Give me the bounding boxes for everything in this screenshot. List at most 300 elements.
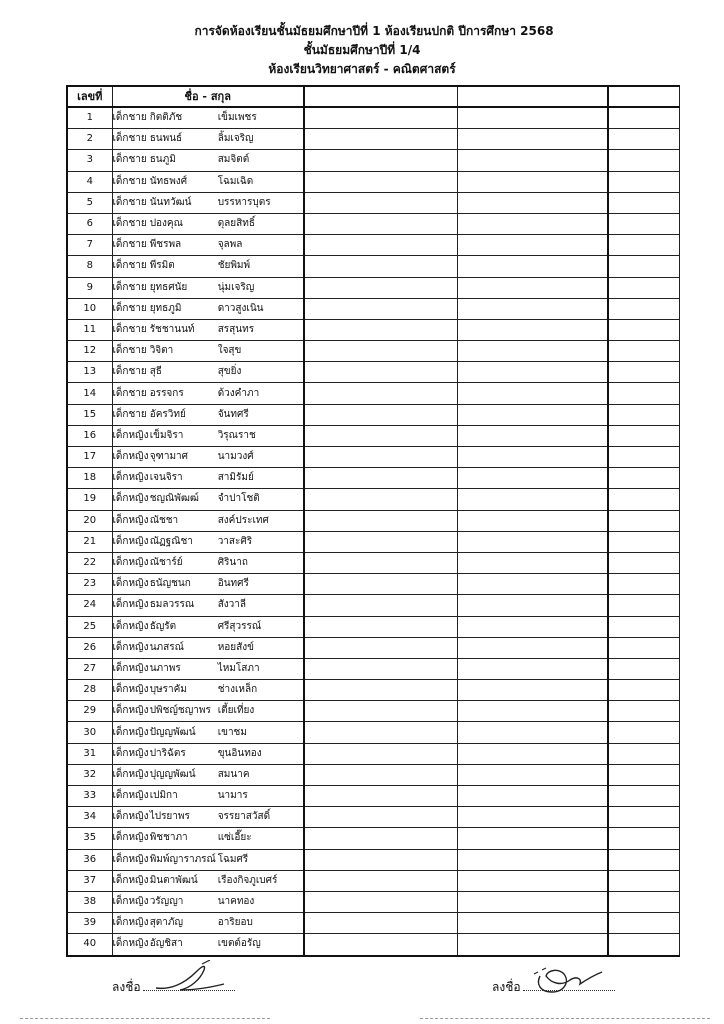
right-handwritten-signature — [530, 962, 610, 998]
blank-cell — [608, 150, 679, 171]
student-number: 18 — [67, 468, 112, 489]
blank-cell — [457, 341, 608, 362]
blank-cell — [608, 277, 679, 298]
student-first-name: อรรจกร — [149, 387, 184, 399]
blank-cell — [304, 828, 457, 849]
student-first-name: เปมิกา — [149, 790, 178, 802]
student-first-name: ชญณิพัฒฒ์ — [149, 493, 199, 505]
student-number: 20 — [67, 510, 112, 531]
blank-cell — [608, 722, 679, 743]
blank-cell — [608, 891, 679, 912]
blank-cell — [608, 510, 679, 531]
blank-cell — [304, 404, 457, 425]
student-last-name: โฉมเฉิด — [217, 175, 254, 187]
student-prefix: เด็กชาย — [112, 366, 147, 378]
student-number: 3 — [67, 150, 112, 171]
blank-cell — [304, 574, 457, 595]
student-prefix: เด็กหญิง — [112, 620, 149, 632]
student-number: 40 — [67, 934, 112, 956]
student-last-name: ช่างเหล็ก — [217, 684, 258, 696]
student-number: 32 — [67, 764, 112, 785]
student-last-name: สมจิตต์ — [217, 154, 250, 166]
blank-cell — [608, 658, 679, 679]
blank-cell — [608, 680, 679, 701]
blank-cell — [304, 616, 457, 637]
student-number: 34 — [67, 807, 112, 828]
student-prefix: เด็กชาย — [112, 408, 147, 420]
student-prefix: เด็กหญิง — [112, 472, 149, 484]
table-row — [67, 192, 679, 213]
student-name — [112, 722, 304, 743]
student-last-name: วิรุณราช — [217, 429, 256, 441]
blank-cell — [608, 807, 679, 828]
blank-cell — [608, 913, 679, 934]
blank-cell — [304, 256, 457, 277]
column-header-blank — [457, 86, 608, 107]
table-row — [67, 616, 679, 637]
blank-cell — [304, 171, 457, 192]
blank-cell — [457, 404, 608, 425]
student-first-name: วิจิตา — [149, 345, 174, 357]
student-first-name: อัครวิทย์ — [149, 408, 186, 420]
student-number: 39 — [67, 913, 112, 934]
student-name — [112, 764, 304, 785]
blank-cell — [608, 637, 679, 658]
student-name — [112, 319, 304, 340]
blank-cell — [304, 764, 457, 785]
table-row — [67, 849, 679, 870]
table-row — [67, 256, 679, 277]
student-name — [112, 341, 304, 362]
table-row — [67, 150, 679, 171]
student-last-name: ลิ้มเจริญ — [217, 133, 254, 145]
student-number: 13 — [67, 362, 112, 383]
table-row — [67, 129, 679, 150]
student-prefix: เด็กหญิง — [112, 557, 149, 569]
student-prefix: เด็กหญิง — [112, 578, 149, 590]
student-name — [112, 531, 304, 552]
student-last-name: ดุลยสิทธิ์ — [217, 218, 255, 230]
table-header-row — [67, 86, 679, 107]
student-prefix: เด็กชาย — [112, 387, 147, 399]
student-last-name: เตี้ยเที่ยง — [217, 705, 255, 717]
blank-cell — [457, 510, 608, 531]
student-name — [112, 447, 304, 468]
student-first-name: มินตาพัฒน์ — [149, 874, 198, 886]
student-prefix: เด็กหญิง — [112, 514, 149, 526]
blank-cell — [457, 107, 608, 129]
student-first-name: วรัญญา — [149, 896, 184, 908]
student-first-name: อัญชิสา — [149, 938, 183, 950]
student-name — [112, 298, 304, 319]
blank-cell — [608, 192, 679, 213]
student-last-name: เขาชม — [217, 726, 247, 738]
blank-cell — [457, 447, 608, 468]
student-prefix: เด็กชาย — [112, 239, 147, 251]
blank-cell — [457, 277, 608, 298]
student-prefix: เด็กหญิง — [112, 811, 149, 823]
student-last-name: ใจสุข — [217, 345, 242, 357]
student-number: 29 — [67, 701, 112, 722]
student-number: 9 — [67, 277, 112, 298]
student-name — [112, 171, 304, 192]
blank-cell — [457, 129, 608, 150]
blank-cell — [304, 934, 457, 956]
blank-cell — [608, 552, 679, 573]
student-name — [112, 743, 304, 764]
student-last-name: ชัยพิมพ์ — [217, 260, 251, 272]
student-number: 30 — [67, 722, 112, 743]
blank-cell — [608, 129, 679, 150]
table-row — [67, 447, 679, 468]
blank-cell — [457, 616, 608, 637]
table-row — [67, 298, 679, 319]
student-number: 27 — [67, 658, 112, 679]
student-number: 25 — [67, 616, 112, 637]
student-first-name: สุธี — [149, 366, 162, 378]
blank-cell — [304, 192, 457, 213]
blank-cell — [608, 235, 679, 256]
student-name — [112, 849, 304, 870]
blank-cell — [457, 150, 608, 171]
student-prefix: เด็กชาย — [112, 345, 147, 357]
student-number: 7 — [67, 235, 112, 256]
student-name — [112, 595, 304, 616]
student-first-name: สุตาภัญ — [149, 917, 184, 929]
blank-cell — [608, 616, 679, 637]
student-number: 11 — [67, 319, 112, 340]
student-number: 1 — [67, 107, 112, 129]
student-name — [112, 616, 304, 637]
column-header-name: ชื่อ - สกุล — [112, 86, 304, 107]
student-last-name: สังวาลี — [217, 599, 247, 611]
student-last-name: สงค์ประเทศ — [217, 514, 269, 526]
blank-cell — [608, 786, 679, 807]
student-last-name: ศิรินาถ — [217, 557, 248, 569]
student-last-name: ไหมโสภา — [217, 662, 260, 674]
footer-divider — [420, 1018, 710, 1020]
blank-cell — [304, 913, 457, 934]
blank-cell — [304, 786, 457, 807]
student-prefix: เด็กหญิง — [112, 790, 149, 802]
student-first-name: เจนจิรา — [149, 472, 183, 484]
table-row — [67, 722, 679, 743]
table-row — [67, 574, 679, 595]
table-row — [67, 786, 679, 807]
blank-cell — [608, 468, 679, 489]
blank-cell — [457, 362, 608, 383]
student-first-name: ยุทธศนัย — [149, 281, 188, 293]
student-prefix: เด็กหญิง — [112, 662, 149, 674]
table-row — [67, 213, 679, 234]
student-name — [112, 150, 304, 171]
student-name — [112, 468, 304, 489]
blank-cell — [457, 701, 608, 722]
student-prefix: เด็กหญิง — [112, 493, 149, 505]
table-row — [67, 552, 679, 573]
blank-cell — [304, 510, 457, 531]
student-first-name: พีชรพล — [149, 239, 182, 251]
student-last-name: จรรยาสวัสดิ์ — [217, 811, 271, 823]
blank-cell — [457, 680, 608, 701]
blank-cell — [304, 129, 457, 150]
student-number: 26 — [67, 637, 112, 658]
blank-cell — [304, 447, 457, 468]
student-prefix: เด็กหญิง — [112, 917, 149, 929]
student-last-name: วาสะศิริ — [217, 535, 253, 547]
student-name — [112, 489, 304, 510]
blank-cell — [457, 192, 608, 213]
blank-cell — [457, 807, 608, 828]
student-prefix: เด็กชาย — [112, 175, 147, 187]
student-number: 4 — [67, 171, 112, 192]
student-last-name: สมนาค — [217, 768, 250, 780]
blank-cell — [457, 658, 608, 679]
blank-cell — [457, 425, 608, 446]
student-name — [112, 256, 304, 277]
blank-cell — [457, 786, 608, 807]
student-first-name: ปาริฉัตร — [149, 747, 186, 759]
student-prefix: เด็กหญิง — [112, 853, 149, 865]
student-number: 17 — [67, 447, 112, 468]
student-name — [112, 658, 304, 679]
blank-cell — [608, 764, 679, 785]
blank-cell — [304, 680, 457, 701]
blank-cell — [304, 425, 457, 446]
student-number: 33 — [67, 786, 112, 807]
student-prefix: เด็กหญิง — [112, 429, 149, 441]
student-last-name: จำปาโชติ — [217, 493, 260, 505]
table-row — [67, 764, 679, 785]
table-body — [67, 107, 679, 956]
student-prefix: เด็กหญิง — [112, 641, 149, 653]
class-program: ห้องเรียนวิทยาศาสตร์ - คณิตศาสตร์ — [268, 62, 456, 76]
blank-cell — [457, 171, 608, 192]
blank-cell — [457, 891, 608, 912]
student-name — [112, 701, 304, 722]
student-last-name: โฉมศรี — [217, 853, 249, 865]
blank-cell — [304, 552, 457, 573]
student-last-name: สุขยิ่ง — [217, 366, 242, 378]
blank-cell — [304, 489, 457, 510]
table-row — [67, 319, 679, 340]
student-number: 10 — [67, 298, 112, 319]
student-number: 28 — [67, 680, 112, 701]
blank-cell — [608, 213, 679, 234]
blank-cell — [304, 807, 457, 828]
student-number: 15 — [67, 404, 112, 425]
student-number: 21 — [67, 531, 112, 552]
student-number: 35 — [67, 828, 112, 849]
student-name — [112, 574, 304, 595]
student-prefix: เด็กชาย — [112, 281, 147, 293]
blank-cell — [608, 341, 679, 362]
student-last-name: สามิรัมย์ — [217, 472, 254, 484]
table-row — [67, 891, 679, 912]
student-number: 22 — [67, 552, 112, 573]
student-number: 16 — [67, 425, 112, 446]
student-first-name: ปัญญพัฒน์ — [149, 726, 196, 738]
student-prefix: เด็กหญิง — [112, 832, 149, 844]
student-first-name: กิตติภัช — [149, 112, 183, 124]
blank-cell — [304, 150, 457, 171]
student-last-name: ศรีสุวรรณ์ — [217, 620, 262, 632]
blank-cell — [304, 701, 457, 722]
student-first-name: ยุทธภูมิ — [149, 302, 182, 314]
student-name — [112, 129, 304, 150]
student-first-name: พิมพ์ญาราภรณ์ — [149, 853, 216, 865]
table-row — [67, 531, 679, 552]
blank-cell — [457, 531, 608, 552]
student-last-name: อินทศรี — [217, 578, 249, 590]
student-first-name: ปพิชญ์ชญาพร — [149, 705, 211, 717]
student-first-name: ธนภูมิ — [149, 154, 176, 166]
student-last-name: เรืองกิจภูเบศร์ — [217, 874, 278, 886]
student-name — [112, 235, 304, 256]
table-row — [67, 404, 679, 425]
table-row — [67, 341, 679, 362]
student-first-name: ธัญรัต — [149, 620, 177, 632]
student-prefix: เด็กหญิง — [112, 599, 149, 611]
blank-cell — [457, 235, 608, 256]
blank-cell — [457, 870, 608, 891]
table-row — [67, 807, 679, 828]
class-level: ชั้นมัธยมศึกษาปีที่ 1/4 — [303, 43, 421, 57]
student-prefix: เด็กหญิง — [112, 726, 149, 738]
blank-cell — [457, 298, 608, 319]
blank-cell — [304, 870, 457, 891]
student-first-name: ธมลวรรณ — [149, 599, 195, 611]
table-row — [67, 870, 679, 891]
student-prefix: เด็กหญิง — [112, 896, 149, 908]
student-last-name: นามวงศ์ — [217, 451, 254, 463]
document-header — [0, 22, 724, 79]
blank-cell — [608, 828, 679, 849]
student-last-name: แซ่เอี๊ยะ — [217, 832, 252, 844]
blank-cell — [304, 362, 457, 383]
student-last-name: ด้วงคำภา — [217, 387, 260, 399]
blank-cell — [608, 362, 679, 383]
student-prefix: เด็กชาย — [112, 323, 147, 335]
student-name — [112, 807, 304, 828]
student-number: 37 — [67, 870, 112, 891]
blank-cell — [608, 489, 679, 510]
student-number: 36 — [67, 849, 112, 870]
blank-cell — [457, 468, 608, 489]
student-number: 8 — [67, 256, 112, 277]
student-first-name: ธนพนธ์ — [149, 133, 183, 145]
blank-cell — [608, 870, 679, 891]
student-prefix: เด็กชาย — [112, 133, 147, 145]
student-name — [112, 828, 304, 849]
student-number: 23 — [67, 574, 112, 595]
blank-cell — [608, 107, 679, 129]
blank-cell — [457, 828, 608, 849]
table-row — [67, 362, 679, 383]
student-prefix: เด็กหญิง — [112, 747, 149, 759]
blank-cell — [304, 277, 457, 298]
blank-cell — [608, 701, 679, 722]
student-first-name: ไปรยาพร — [149, 811, 190, 823]
table-row — [67, 107, 679, 129]
table-row — [67, 595, 679, 616]
blank-cell — [608, 447, 679, 468]
student-prefix: เด็กหญิง — [112, 535, 149, 547]
blank-cell — [304, 531, 457, 552]
table-row — [67, 235, 679, 256]
student-first-name: พิชชาภา — [149, 832, 188, 844]
student-name — [112, 383, 304, 404]
blank-cell — [304, 722, 457, 743]
student-name — [112, 786, 304, 807]
table-row — [67, 701, 679, 722]
table-row — [67, 680, 679, 701]
right-signature-label: ลงชื่อ — [492, 980, 521, 994]
student-first-name: รัชชานนท์ — [149, 323, 195, 335]
student-last-name: บรรหารบุตร — [217, 196, 271, 208]
blank-cell — [304, 849, 457, 870]
student-last-name: นาคทอง — [217, 896, 255, 908]
student-name — [112, 192, 304, 213]
table-row — [67, 510, 679, 531]
blank-cell — [457, 743, 608, 764]
student-name — [112, 552, 304, 573]
blank-cell — [608, 934, 679, 956]
student-name — [112, 404, 304, 425]
student-first-name: ธนัญชนก — [149, 578, 191, 590]
student-name — [112, 107, 304, 129]
student-name — [112, 510, 304, 531]
table-row — [67, 913, 679, 934]
student-last-name: จุลพล — [217, 239, 243, 251]
blank-cell — [457, 913, 608, 934]
student-name — [112, 913, 304, 934]
student-prefix: เด็กชาย — [112, 196, 147, 208]
student-prefix: เด็กหญิง — [112, 874, 149, 886]
blank-cell — [608, 404, 679, 425]
student-first-name: นัทธพงศ์ — [149, 175, 188, 187]
student-first-name: ปุญญพัฒน์ — [149, 768, 196, 780]
student-first-name: เข็มจิรา — [149, 429, 184, 441]
left-signature-label: ลงชื่อ — [112, 980, 141, 994]
blank-cell — [457, 637, 608, 658]
blank-cell — [457, 256, 608, 277]
table-row — [67, 658, 679, 679]
student-first-name: นันทวัฒน์ — [149, 196, 192, 208]
student-roster-table — [66, 85, 680, 957]
table-row — [67, 489, 679, 510]
blank-cell — [608, 425, 679, 446]
blank-cell — [457, 849, 608, 870]
left-handwritten-signature — [150, 960, 230, 996]
table-row — [67, 383, 679, 404]
column-header-blank — [608, 86, 679, 107]
student-prefix: เด็กชาย — [112, 260, 147, 272]
student-name — [112, 934, 304, 956]
student-number: 5 — [67, 192, 112, 213]
document-title: การจัดห้องเรียนชั้นมัธยมศึกษาปีที่ 1 ห้องเรียนปกติ ปีการศึกษา 2568 — [194, 24, 554, 38]
table-row — [67, 277, 679, 298]
table-row — [67, 637, 679, 658]
student-last-name: จันทศรี — [217, 408, 249, 420]
blank-cell — [457, 574, 608, 595]
blank-cell — [608, 298, 679, 319]
blank-cell — [608, 531, 679, 552]
blank-cell — [304, 341, 457, 362]
blank-cell — [304, 658, 457, 679]
student-name — [112, 425, 304, 446]
blank-cell — [304, 298, 457, 319]
